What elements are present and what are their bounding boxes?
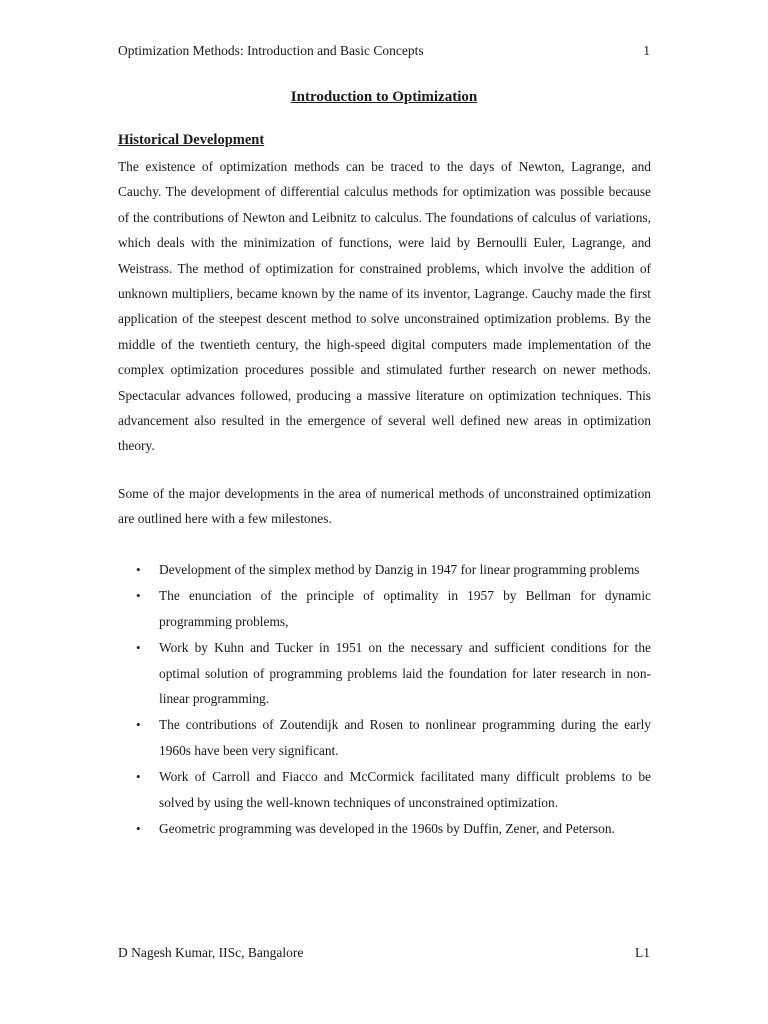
bullet-icon: •: [136, 588, 141, 604]
paragraph-historical: The existence of optimization methods can be traced to the days of Newton, Lagrange, and Cauchy. The development of differential calculus methods for optimization was possible because of the contributions of Newton and Leibnitz to calculus. The foundations of calculus of variations, which deals with the minimization of functions, were laid by Bernoulli Euler, Lagrange, and Weistrass. The method of optimization for constrained problems, which involve the addition of unknown multipliers, became known by the name of its inventor, Lagrange. Cauchy made the first application of the steepest descent method to solve unconstrained optimization problems. By the middle of the twentieth century, the high-speed digital computers made implementation of the complex optimization procedures possible and stimulated further research on newer methods. Spectacular advances followed, producing a massive literature on optimization techniques. This advancement also resulted in the emergence of several well defined new areas in optimization theory.: [118, 159, 651, 454]
bullet-icon: •: [136, 640, 141, 656]
bullet-icon: •: [136, 717, 141, 733]
list-item-text: The enunciation of the principle of optimality in 1957 by Bellman for dynamic programming problems,: [159, 588, 651, 629]
bullet-icon: •: [136, 821, 141, 837]
list-item: [118, 635, 651, 711]
list-item-text: Work by Kuhn and Tucker in 1951 on the necessary and sufficient conditions for the optimal solution of programming problems laid the foundation for later research in non-linear programming.: [159, 640, 651, 707]
list-item: [118, 557, 651, 582]
list-item-text: Geometric programming was developed in the 1960s by Duffin, Zener, and Peterson.: [159, 821, 615, 837]
document-title: Introduction to Optimization: [290, 89, 478, 105]
bullet-icon: •: [136, 562, 141, 577]
page-number: 1: [643, 43, 650, 58]
milestones-list: [118, 557, 651, 842]
header-title: Optimization Methods: Introduction and Basic Concepts: [118, 43, 424, 58]
list-item: [118, 764, 651, 815]
bullet-icon: •: [136, 769, 141, 785]
running-footer: [118, 945, 650, 961]
footer-author: D Nagesh Kumar, IISc, Bangalore: [118, 945, 304, 960]
list-item-text: The contributions of Zoutendijk and Rosen to nonlinear programming during the early 1960s have been very significant.: [159, 717, 651, 758]
list-item: [118, 816, 651, 841]
list-item: [118, 583, 651, 634]
list-item-text: Development of the simplex method by Danzig in 1947 for linear programming problems: [159, 562, 640, 577]
section-heading: Historical Development: [118, 132, 265, 148]
list-item-text: Work of Carroll and Fiacco and McCormick facilitated many difficult problems to be solved by using the well-known techniques of unconstrained optimization.: [159, 769, 651, 810]
list-item: [118, 712, 651, 763]
paragraph-milestones-intro: Some of the major developments in the area of numerical methods of unconstrained optimization are outlined here with a few milestones.: [118, 486, 651, 527]
running-header: [118, 43, 650, 59]
footer-lecture-id: L1: [635, 945, 650, 960]
